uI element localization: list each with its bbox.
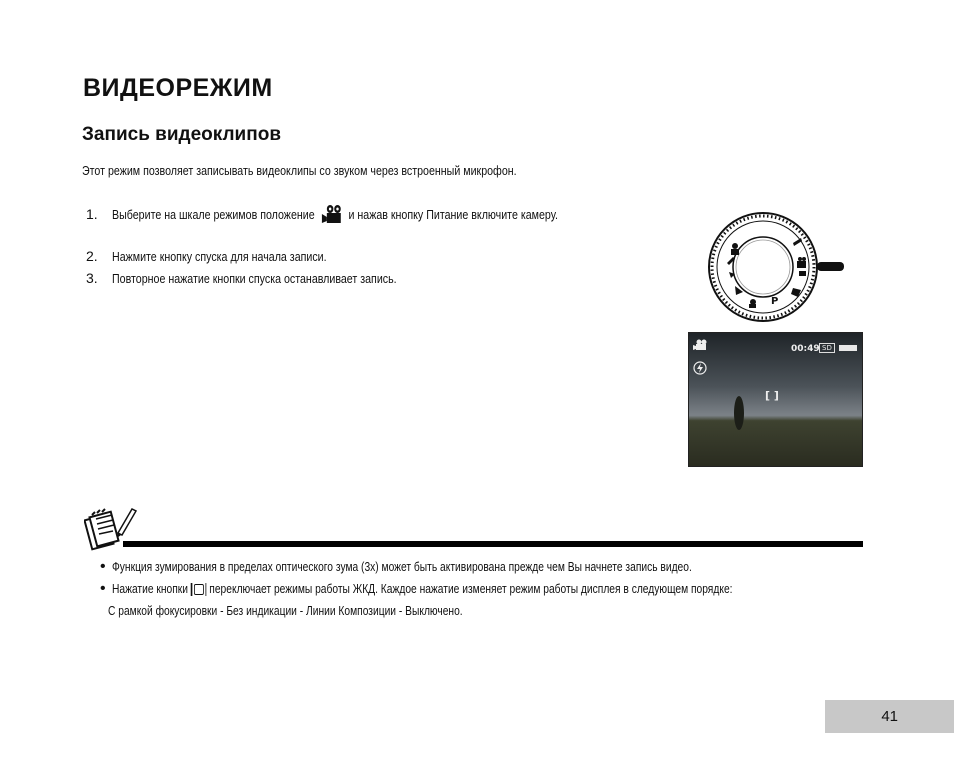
page-number: 41 xyxy=(881,708,898,725)
note-pad-icon xyxy=(84,503,138,558)
display-button-icon xyxy=(206,583,207,596)
note-text-before: Нажатие кнопки xyxy=(112,582,189,596)
section-subtitle: Запись видеоклипов xyxy=(82,124,281,145)
bullet: • xyxy=(100,580,106,597)
lcd-screen-illustration xyxy=(688,332,863,467)
note-item-2 xyxy=(100,580,869,598)
note-text-after: переключает режимы работы ЖКД. Каждое нажатие изменяет режим работы дисплея в следующем порядке: xyxy=(209,582,733,596)
step-number: 1. xyxy=(86,205,98,222)
page-title: ВИДЕОРЕЖИМ xyxy=(83,74,273,102)
bullet: • xyxy=(100,558,106,575)
dial-label-p: P xyxy=(771,296,779,307)
flash-off-icon xyxy=(693,361,707,375)
step-1 xyxy=(86,204,655,227)
note-divider-bar xyxy=(123,541,863,547)
sd-card-badge: SD xyxy=(819,343,835,353)
focus-frame: [ ] xyxy=(765,389,779,402)
step-number: 2. xyxy=(86,248,98,264)
battery-icon xyxy=(839,345,857,351)
step-text: Нажмите кнопку спуска для начала записи. xyxy=(111,249,327,264)
video-mode-icon xyxy=(693,339,707,351)
note-text: С рамкой фокусировки - Без индикации - Линии Композиции - Выключено. xyxy=(108,604,463,618)
note-text: Функция зумирования в пределах оптического зума (3x) может быть активирована прежде чем Вы начнете запись видео. xyxy=(112,560,693,574)
recording-time: 00:49 xyxy=(791,344,820,354)
display-frame-icon xyxy=(194,584,204,595)
step-2 xyxy=(86,248,373,264)
display-button-icon xyxy=(191,583,192,596)
note-item-1 xyxy=(100,558,820,576)
step-text-after: и нажав кнопку Питание включите камеру. xyxy=(348,206,558,222)
step-number: 3. xyxy=(86,270,98,286)
step-text: Повторное нажатие кнопки спуска останавливает запись. xyxy=(111,271,397,286)
step-3 xyxy=(86,270,459,286)
video-camera-icon xyxy=(321,204,342,227)
intro-paragraph: Этот режим позволяет записывать видеоклипы со звуком через встроенный микрофон. xyxy=(82,163,517,178)
tree-image xyxy=(733,395,745,433)
note-item-2-continuation xyxy=(108,602,540,620)
mode-dial-illustration xyxy=(705,208,847,331)
step-text-before: Выберите на шкале режимов положение xyxy=(111,206,315,222)
